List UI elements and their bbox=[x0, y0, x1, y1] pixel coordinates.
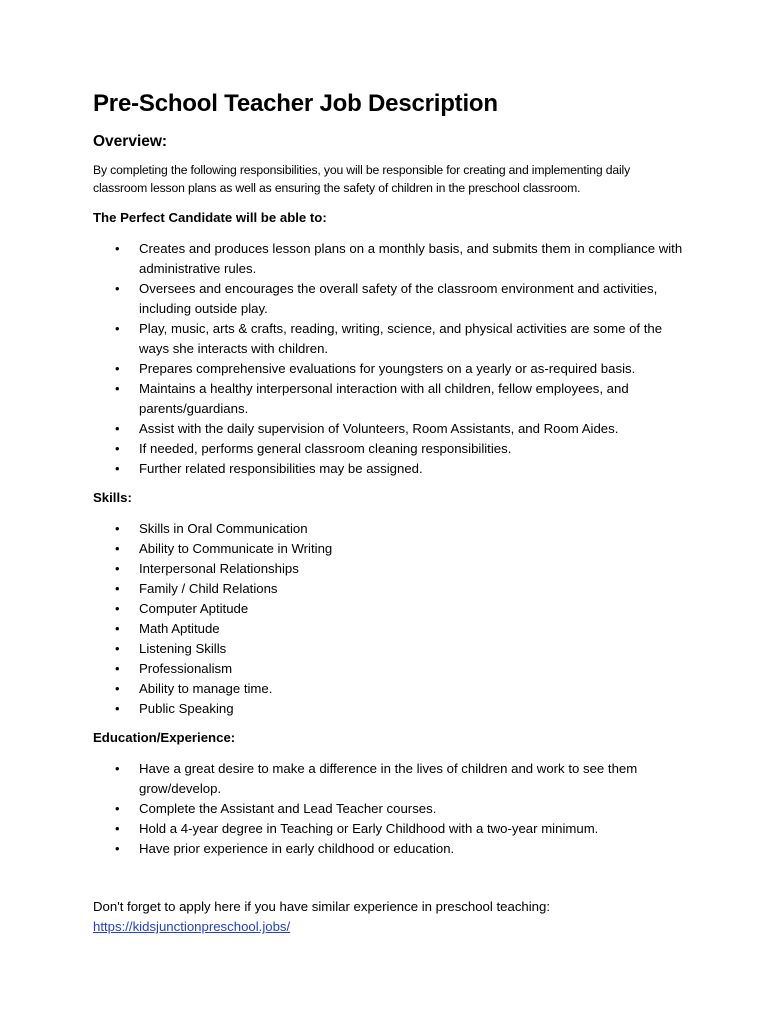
skill-item bbox=[93, 599, 683, 619]
overview-paragraph: By completing the following responsibilities, you will be responsible for creating and implementing daily classroom lesson plans as well as ensuring the safety of children in the preschool classroom. bbox=[93, 163, 631, 195]
bullet-icon: • bbox=[115, 421, 120, 436]
responsibility-item bbox=[93, 439, 683, 459]
bullet-icon: • bbox=[115, 241, 120, 256]
candidate-heading: The Perfect Candidate will be able to: bbox=[93, 210, 327, 225]
education-item-text: Have prior experience in early childhood or education. bbox=[139, 841, 455, 856]
responsibility-item-text: Oversees and encourages the overall safety of the classroom environment and activities, including outside play. bbox=[139, 281, 658, 316]
bullet-icon: • bbox=[115, 381, 120, 396]
responsibility-item-text: Further related responsibilities may be assigned. bbox=[139, 461, 423, 476]
responsibility-item bbox=[93, 319, 683, 359]
skill-item bbox=[93, 559, 683, 579]
skill-item bbox=[93, 699, 683, 719]
skill-item bbox=[93, 679, 683, 699]
education-list bbox=[93, 759, 683, 859]
skill-item bbox=[93, 579, 683, 599]
bullet-icon: • bbox=[115, 761, 120, 776]
skills-heading: Skills: bbox=[93, 490, 132, 505]
skills-list bbox=[93, 519, 683, 719]
skill-item-text: Listening Skills bbox=[139, 641, 227, 656]
bullet-icon: • bbox=[115, 821, 120, 836]
skill-item bbox=[93, 639, 683, 659]
responsibility-item bbox=[93, 279, 683, 319]
education-item-text: Complete the Assistant and Lead Teacher courses. bbox=[139, 801, 437, 816]
bullet-icon: • bbox=[115, 281, 120, 296]
education-item bbox=[93, 819, 683, 839]
skill-item-text: Ability to Communicate in Writing bbox=[139, 541, 333, 556]
bullet-icon: • bbox=[115, 541, 120, 556]
education-heading: Education/Experience: bbox=[93, 730, 236, 745]
responsibility-item-text: Creates and produces lesson plans on a monthly basis, and submits them in compliance with administrative rules. bbox=[139, 241, 683, 276]
bullet-icon: • bbox=[115, 521, 120, 536]
bullet-icon: • bbox=[115, 701, 120, 716]
bullet-icon: • bbox=[115, 321, 120, 336]
bullet-icon: • bbox=[115, 461, 120, 476]
bullet-icon: • bbox=[115, 361, 120, 376]
closing-text: Don't forget to apply here if you have similar experience in preschool teaching: bbox=[93, 899, 551, 914]
bullet-icon: • bbox=[115, 801, 120, 816]
skill-item-text: Ability to manage time. bbox=[139, 681, 273, 696]
overview-heading: Overview: bbox=[93, 133, 168, 150]
responsibility-item bbox=[93, 359, 683, 379]
responsibility-item bbox=[93, 379, 683, 419]
responsibility-item bbox=[93, 459, 683, 479]
responsibility-item bbox=[93, 419, 683, 439]
skill-item-text: Computer Aptitude bbox=[139, 601, 249, 616]
education-item-text: Hold a 4-year degree in Teaching or Early Childhood with a two-year minimum. bbox=[139, 821, 599, 836]
responsibility-item-text: Play, music, arts & crafts, reading, writing, science, and physical activities are some of the ways she interacts with children. bbox=[139, 321, 663, 356]
education-item-text: Have a great desire to make a difference in the lives of children and work to see them grow/develop. bbox=[139, 761, 638, 796]
bullet-icon: • bbox=[115, 681, 120, 696]
bullet-icon: • bbox=[115, 621, 120, 636]
apply-link[interactable]: https://kidsjunctionpreschool.jobs/ bbox=[93, 919, 291, 934]
closing-section bbox=[93, 897, 683, 937]
skill-item bbox=[93, 519, 683, 539]
responsibilities-list bbox=[93, 239, 683, 479]
education-item bbox=[93, 759, 683, 799]
skill-item-text: Interpersonal Relationships bbox=[139, 561, 299, 576]
page-title: Pre-School Teacher Job Description bbox=[93, 90, 498, 117]
skill-item-text: Math Aptitude bbox=[139, 621, 220, 636]
skill-item bbox=[93, 619, 683, 639]
document-page bbox=[93, 88, 683, 937]
bullet-icon: • bbox=[115, 441, 120, 456]
skill-item-text: Family / Child Relations bbox=[139, 581, 278, 596]
responsibility-item-text: Prepares comprehensive evaluations for youngsters on a yearly or as-required basis. bbox=[139, 361, 636, 376]
responsibility-item-text: If needed, performs general classroom cleaning responsibilities. bbox=[139, 441, 512, 456]
skill-item-text: Professionalism bbox=[139, 661, 233, 676]
education-item bbox=[93, 799, 683, 819]
skill-item-text: Public Speaking bbox=[139, 701, 234, 716]
responsibility-item-text: Assist with the daily supervision of Volunteers, Room Assistants, and Room Aides. bbox=[139, 421, 619, 436]
bullet-icon: • bbox=[115, 561, 120, 576]
responsibility-item-text: Maintains a healthy interpersonal interaction with all children, fellow employees, and parents/guardians. bbox=[139, 381, 629, 416]
responsibility-item bbox=[93, 239, 683, 279]
bullet-icon: • bbox=[115, 581, 120, 596]
skill-item bbox=[93, 659, 683, 679]
bullet-icon: • bbox=[115, 841, 120, 856]
skill-item bbox=[93, 539, 683, 559]
skill-item-text: Skills in Oral Communication bbox=[139, 521, 308, 536]
education-item bbox=[93, 839, 683, 859]
bullet-icon: • bbox=[115, 661, 120, 676]
bullet-icon: • bbox=[115, 641, 120, 656]
bullet-icon: • bbox=[115, 601, 120, 616]
